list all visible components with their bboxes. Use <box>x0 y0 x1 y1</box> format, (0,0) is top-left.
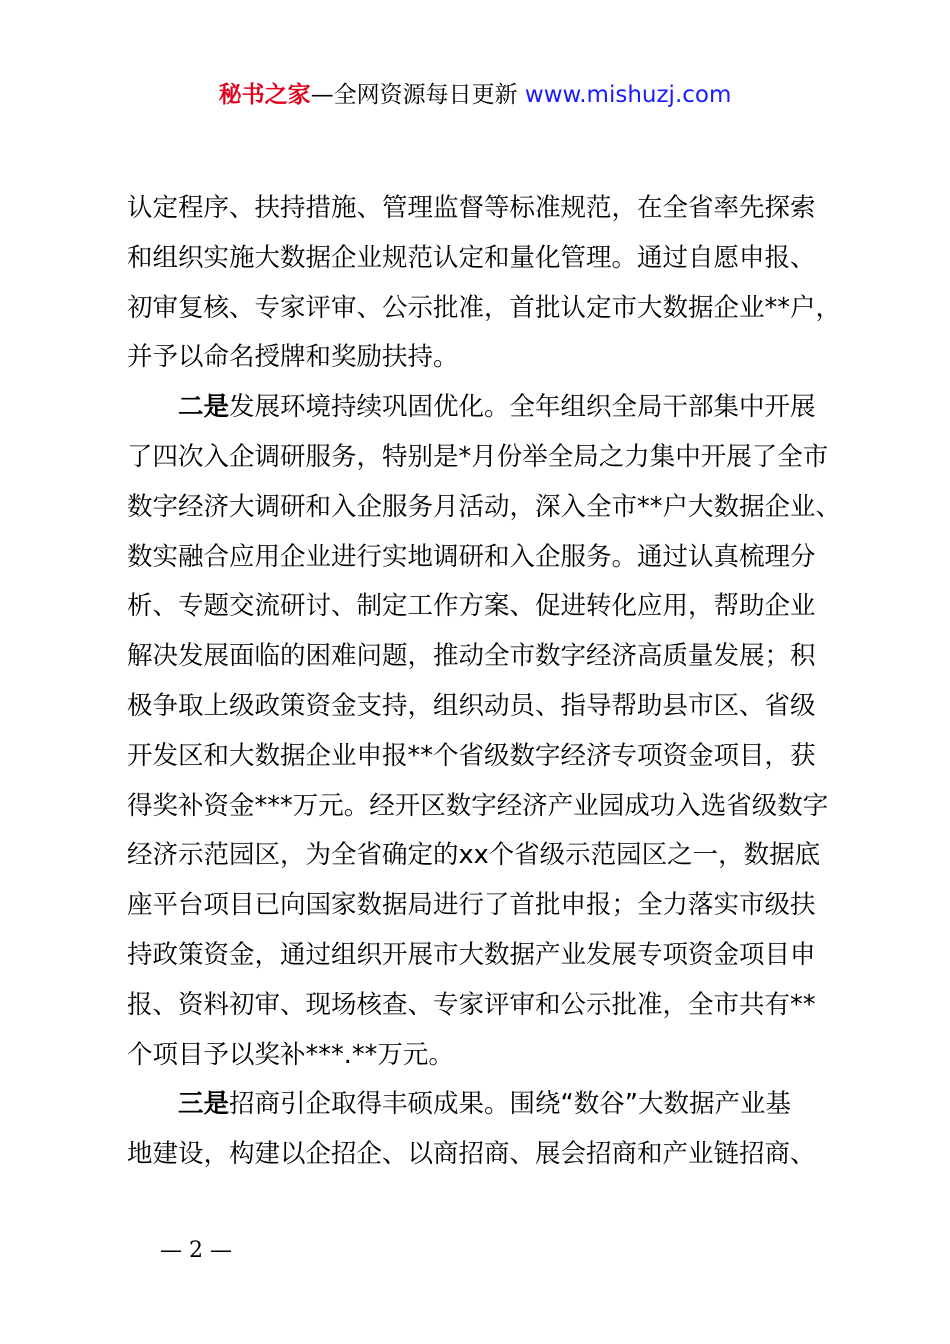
p2-line-1 <box>127 383 837 433</box>
p2-line-1-text: 发展环境持续巩固优化。全年组织全局干部集中开展 <box>229 392 816 423</box>
p1-line-2: 和组织实施大数据企业规范认定和量化管理。通过自愿申报、 <box>127 242 816 273</box>
p2-line-13: 报、资料初审、现场核查、专家评审和公示批准，全市共有** <box>127 989 816 1020</box>
p1-line-3: 初审复核、专家评审、公示批准，首批认定市大数据企业**户， <box>127 292 842 323</box>
p1-line-4: 并予以命名授牌和奖励扶持。 <box>127 342 459 373</box>
page-number: — 2 — <box>160 1238 232 1263</box>
p2-line-3: 数字经济大调研和入企服务月活动，深入全市**户大数据企业、 <box>127 491 842 522</box>
p2-line-6: 解决发展面临的困难问题，推动全市数字经济高质量发展；积 <box>127 641 816 672</box>
p2-line-10: 经济示范园区，为全省确定的xx个省级示范园区之一，数据底 <box>127 840 821 871</box>
p2-line-11: 座平台项目已向国家数据局进行了首批申报；全力落实市级扶 <box>127 890 816 921</box>
header-tagline: —全网资源每日更新 <box>310 82 525 108</box>
p2-line-8: 开发区和大数据企业申报**个省级数字经济专项资金项目，获 <box>127 740 816 771</box>
p2-lead: 二是 <box>178 392 230 423</box>
p2-line-12: 持政策资金，通过组织开展市大数据产业发展专项资金项目申 <box>127 939 816 970</box>
p2-line-5: 析、专题交流研讨、制定工作方案、促进转化应用，帮助企业 <box>127 591 816 622</box>
p3-line-2: 地建设，构建以企招企、以商招商、展会招商和产业链招商、 <box>127 1139 816 1170</box>
p2-line-14: 个项目予以奖补***.**万元。 <box>127 1039 454 1070</box>
p2-line-4: 数实融合应用企业进行实地调研和入企服务。通过认真梳理分 <box>127 541 816 572</box>
p3-line-1 <box>127 1080 837 1130</box>
p3-lead: 三是 <box>178 1089 230 1120</box>
document-body <box>127 184 842 1180</box>
p2-line-2: 了四次入企调研服务，特别是*月份举全局之力集中开展了全市 <box>127 441 829 472</box>
page-header <box>0 78 950 112</box>
header-url[interactable]: www.mishuzj.com <box>524 82 732 108</box>
p2-line-9: 得奖补资金***万元。经开区数字经济产业园成功入选省级数字 <box>127 790 829 821</box>
brand-name: 秘书之家 <box>218 82 311 108</box>
p3-line-1-text: 招商引企取得丰硕成果。围绕“数谷”大数据产业基 <box>229 1089 791 1120</box>
p1-line-1: 认定程序、扶持措施、管理监督等标准规范，在全省率先探索 <box>127 193 816 223</box>
p2-line-7: 极争取上级政策资金支持，组织动员、指导帮助县市区、省级 <box>127 690 816 721</box>
